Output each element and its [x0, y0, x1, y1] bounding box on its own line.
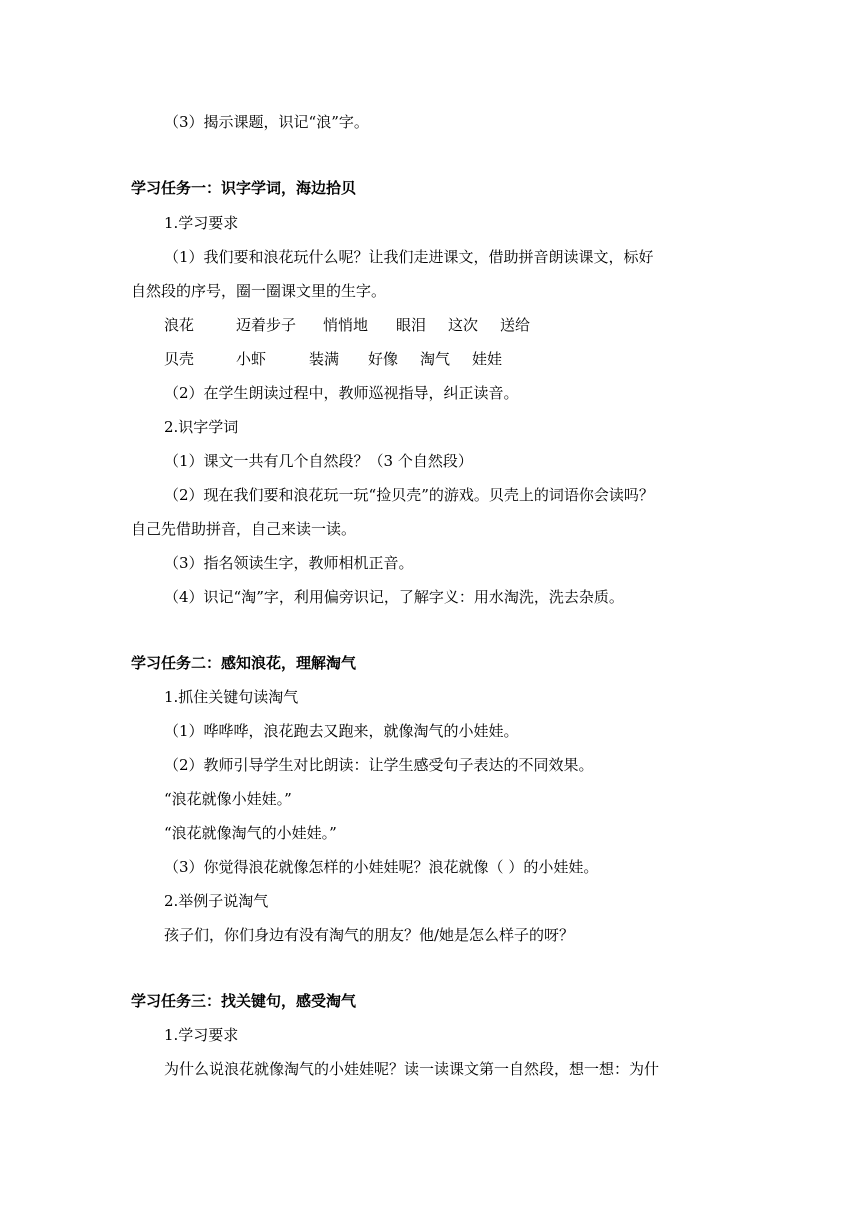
subheading: 2.举例子说淘气 [164, 892, 269, 910]
section-heading-task-1: 学习任务一：识字学词，海边拾贝 [131, 179, 357, 197]
subheading: 1.抓住关键句读淘气 [164, 688, 299, 706]
subheading: 1.学习要求 [164, 214, 239, 232]
vocab-word: 小虾 [236, 350, 267, 368]
vocab-word: 好像 [368, 350, 399, 368]
paragraph: （2）现在我们要和浪花玩一玩“捡贝壳”的游戏。贝壳上的词语你会读吗？ [164, 486, 654, 504]
quote-sentence: “浪花就像淘气的小娃娃。” [164, 824, 337, 842]
paragraph: （1）我们要和浪花玩什么呢？让我们走进课文，借助拼音朗读课文，标好 [164, 248, 654, 266]
vocab-word: 送给 [500, 316, 531, 334]
section-heading-task-3: 学习任务三：找关键句，感受淘气 [131, 992, 357, 1010]
vocab-word: 娃娃 [472, 350, 503, 368]
vocab-word: 贝壳 [164, 350, 195, 368]
paragraph: （3）指名领读生字，教师相机正音。 [164, 554, 414, 572]
vocab-row-1 [164, 315, 530, 335]
paragraph: 自己先借助拼音，自己来读一读。 [131, 520, 357, 538]
paragraph: （3）揭示课题，识记“浪”字。 [164, 113, 369, 131]
paragraph: 孩子们，你们身边有没有淘气的朋友？他/她是怎么样子的呀？ [164, 926, 575, 944]
vocab-word: 装满 [309, 350, 340, 368]
vocab-word: 眼泪 [396, 316, 427, 334]
vocab-word: 悄悄地 [323, 316, 369, 334]
vocab-word: 淘气 [420, 350, 451, 368]
paragraph: （2）在学生朗读过程中，教师巡视指导，纠正读音。 [164, 384, 519, 402]
paragraph: （1）课文一共有几个自然段？（3 个自然段） [164, 452, 473, 470]
subheading: 2.识字学词 [164, 418, 239, 436]
vocab-word: 这次 [448, 316, 479, 334]
paragraph: （1）哗哗哗，浪花跑去又跑来，就像淘气的小娃娃。 [164, 722, 519, 740]
quote-sentence: “浪花就像小娃娃。” [164, 790, 292, 808]
paragraph: （2）教师引导学生对比朗读：让学生感受句子表达的不同效果。 [164, 756, 594, 774]
vocab-word: 浪花 [164, 316, 195, 334]
vocab-word: 迈着步子 [236, 316, 297, 334]
paragraph: （4）识记“淘”字，利用偏旁识记，了解字义：用水淘洗，洗去杂质。 [164, 588, 624, 606]
section-heading-task-2: 学习任务二：感知浪花，理解淘气 [131, 654, 357, 672]
paragraph: （3）你觉得浪花就像怎样的小娃娃呢？浪花就像（ ）的小娃娃。 [164, 858, 599, 876]
subheading: 1.学习要求 [164, 1026, 239, 1044]
vocab-row-2 [164, 349, 502, 369]
paragraph: 为什么说浪花就像淘气的小娃娃呢？读一读课文第一自然段，想一想：为什 [164, 1060, 660, 1078]
paragraph: 自然段的序号，圈一圈课文里的生字。 [131, 282, 387, 300]
